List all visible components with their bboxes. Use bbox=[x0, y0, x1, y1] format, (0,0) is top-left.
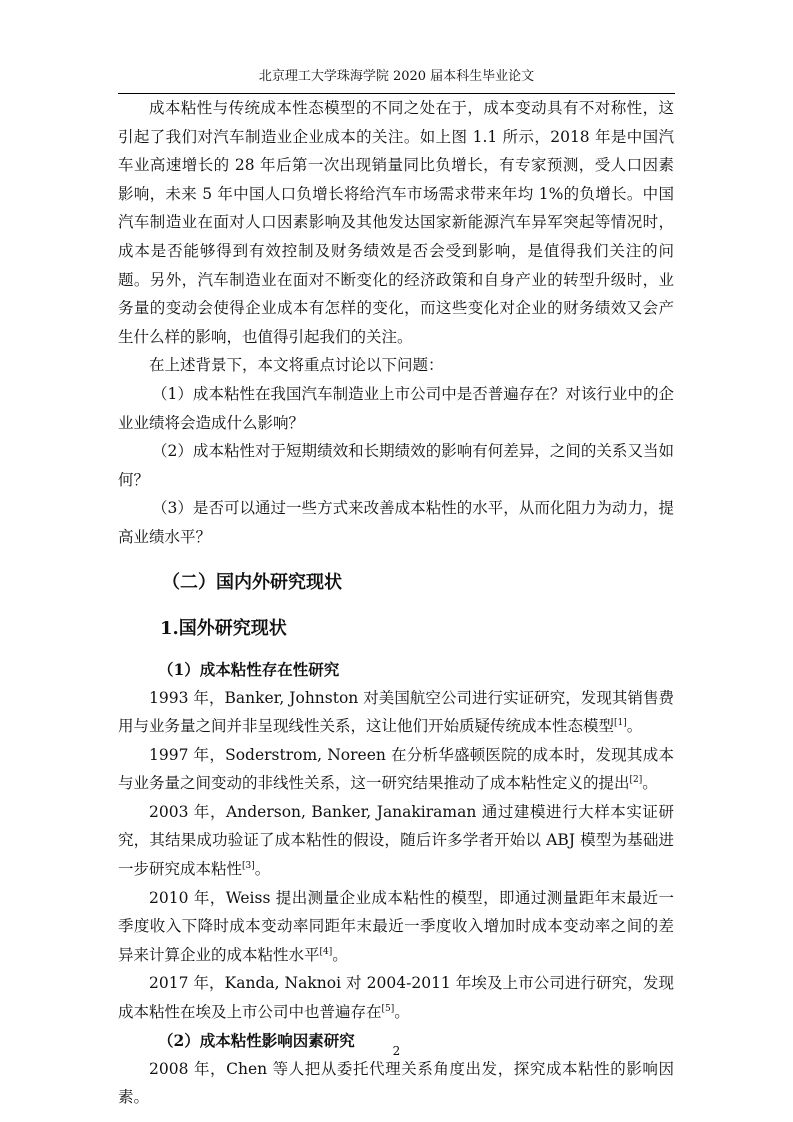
citation-2[interactable]: [2] bbox=[629, 775, 643, 786]
question-2: （2）成本粘性对于短期绩效和长期绩效的影响有何差异，之间的关系又当如何？ bbox=[118, 442, 674, 489]
research-2008: 2008 年，Chen 等人把从委托代理关系角度出发，探究成本粘性的影响因素。 bbox=[118, 1059, 674, 1107]
question-1: （1）成本粘性在我国汽车制造业上市公司中是否普遍存在？对该行业中的企业业绩将会造成什么影响？ bbox=[118, 384, 674, 432]
citation-3[interactable]: [3] bbox=[242, 860, 255, 871]
question-3: （3）是否可以通过一些方式来改善成本粘性的水平，从而化阻力为动力，提高业绩水平？ bbox=[118, 499, 674, 546]
subsection-heading: 1.国外研究现状 bbox=[160, 617, 287, 639]
running-header: 北京理工大学珠海学院 2020 届本科生毕业论文 bbox=[118, 68, 675, 94]
research-2017: 2017 年，Kanda, Naknoi 对 2004-2011 年埃及上市公司进行研究，发现成本粘性在埃及上市公司中也普遍存在[5]。 bbox=[118, 974, 674, 1022]
research-1997: 1997 年，Soderstrom, Noreen 在分析华盛顿医院的成本时，发现其成本与业务量之间变动的非线性关系，这一研究结果推动了成本粘性定义的提出[2]。 bbox=[118, 745, 674, 793]
page-body bbox=[118, 94, 674, 1112]
research-2010: 2010 年，Weiss 提出测量企业成本粘性的模型，即通过测量距年末最近一季度收入下降时成本变动率同距年末最近一季度收入增加时成本变动率之间的差异来计算企业的成本粘性水平[4]。 bbox=[118, 888, 674, 964]
citation-5[interactable]: [5] bbox=[381, 1003, 395, 1014]
page-number: 2 bbox=[392, 1044, 401, 1058]
subsubsection-heading-factors: （2）成本粘性影响因素研究 bbox=[158, 1030, 355, 1050]
citation-4[interactable]: [4] bbox=[319, 946, 333, 957]
research-2003: 2003 年，Anderson, Banker, Janakiraman 通过建模进行大样本实证研究，其结果成功验证了成本粘性的假设，随后许多学者开始以 ABJ 模型为基础进一步研究成本粘性[3]。 bbox=[118, 802, 674, 879]
subsubsection-heading-existence: （1）成本粘性存在性研究 bbox=[158, 659, 340, 679]
section-heading: （二）国内外研究现状 bbox=[162, 571, 342, 593]
research-1993: 1993 年，Banker, Johnston 对美国航空公司进行实证研究，发现其销售费用与业务量之间并非呈现线性关系，这让他们开始质疑传统成本性态模型[1]。 bbox=[118, 688, 674, 736]
paragraph-questions-lead: 在上述背景下，本文将重点讨论以下问题： bbox=[149, 356, 444, 375]
citation-1[interactable]: [1] bbox=[614, 717, 627, 728]
paragraph-intro: 成本粘性与传统成本性态模型的不同之处在于，成本变动具有不对称性，这引起了我们对汽车制造业企业成本的关注。如上图 1.1 所示，2018 年是中国汽车业高速增长的 28 年后第一次出现销量同比负增长，有专家预测，受人口因素影响，未来 5 年中国人口负增长将给汽车市场需求带来年均 1%的负增长。中国汽车制造业在面对人口因素影响及其他发达国家新能源汽车异军突起等情况时，成本是否能够得到有效控制及财务绩效是否会受到影响，是值得我们关注的问题。另外，汽车制造业在面对不断变化的经济政策和自身产业的转型升级时，业务量的变动会使得企业成本有怎样的变化，而这些变化对企业的财务绩效又会产生什么样的影响，也值得引起我们的关注。 bbox=[118, 99, 674, 346]
